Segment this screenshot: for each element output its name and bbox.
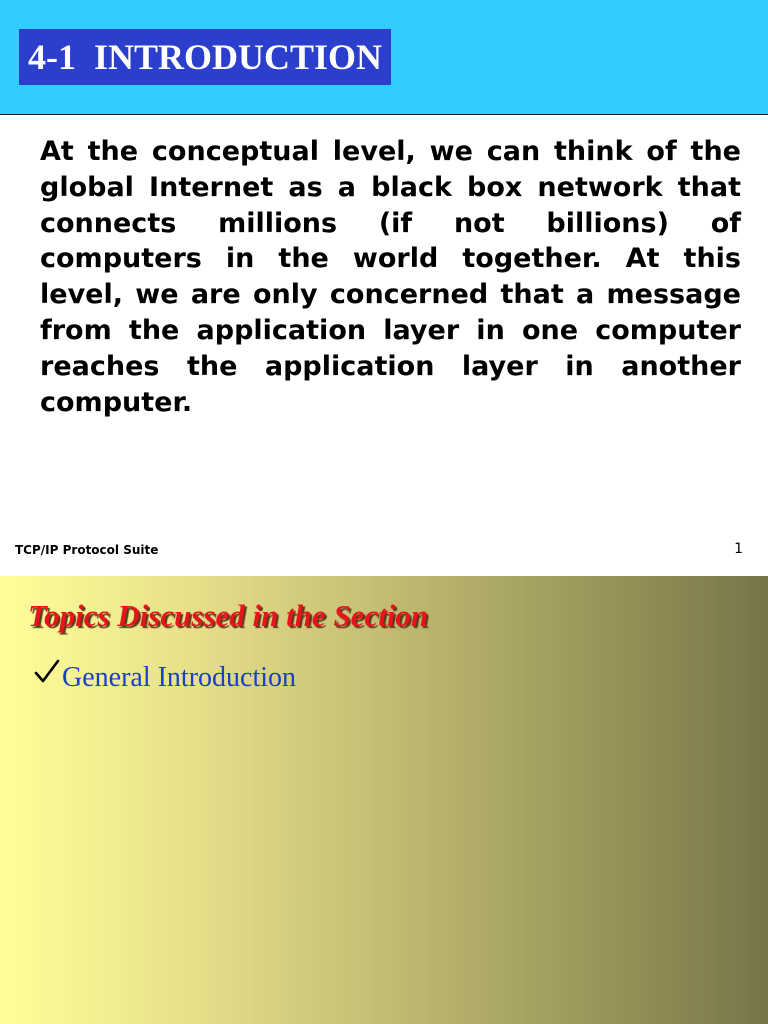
body-paragraph: At the conceptual level, we can think of the global Internet as a black box network that connects millions (if not billions) of computers in the world together. At this level, we are only concerned that a message from the application layer in one computer reaches the application layer in another computer. — [40, 136, 741, 418]
slide-title: 4-1 INTRODUCTION — [19, 29, 391, 85]
page-number: 1 — [734, 541, 743, 557]
header-band — [0, 0, 768, 115]
footer-label: TCP/IP Protocol Suite — [15, 543, 159, 557]
topic-item — [34, 662, 296, 694]
topics-heading: Topics Discussed in the Section — [28, 598, 429, 633]
slide-topics — [0, 576, 768, 1024]
checkmark-icon — [34, 658, 60, 686]
topic-label: General Introduction — [62, 662, 297, 693]
